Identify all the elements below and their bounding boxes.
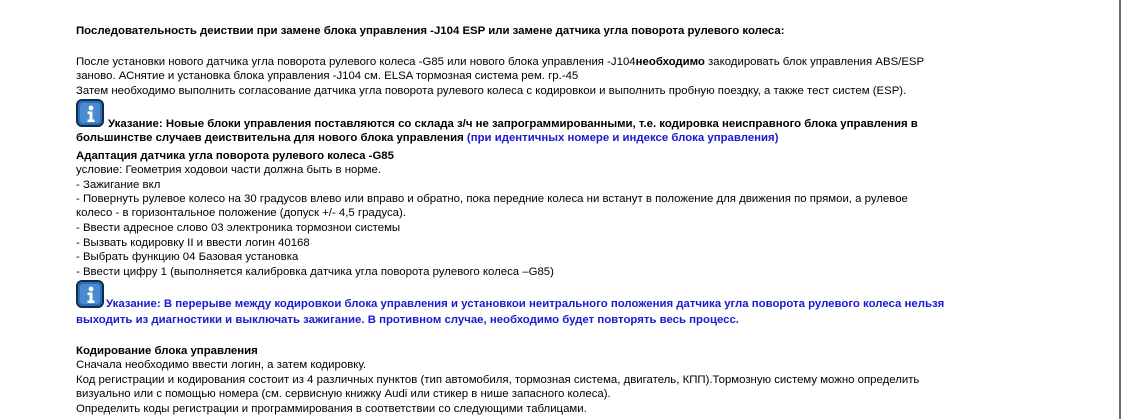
note-1-line-2: [76, 131, 778, 145]
info-icon: [76, 99, 104, 127]
coding-line: визуально или с помощью номера (см. сервисную книжку Audi или стикер в нише запасного колеса).: [76, 388, 611, 400]
coding-line: Определить коды регистрации и программирования в соответствии со следующими таблицами.: [76, 403, 587, 415]
note-1-line-1: Указание: Новые блоки управления поставляются со склада з/ч не запрограммированными, т.е. кодировка неисправного блока управления в: [108, 118, 918, 130]
note-2-line-1: Указание: В перерыве между кодировкои блока управления и установкои неитрального положения датчика угла поворота рулевого колеса нельзя: [106, 298, 945, 310]
section-heading: Последовательность деиствии при замене блока управления -J104 ESP или замене датчика угла поворота рулевого колеса:: [76, 25, 785, 37]
adaptation-step: - Ввести адресное слово 03 электроника тормознои системы: [76, 222, 401, 234]
intro-line-1: [76, 55, 924, 69]
info-icon: [76, 280, 104, 308]
intro-line-1-text-end: закодировать блок управления ABS/ESP: [704, 56, 925, 68]
intro-line-3: Затем необходимо выполнить согласование датчика угла поворота рулевого колеса с кодировкои и выполнить пробную поездку, а также тест систем (ESP).: [76, 85, 907, 97]
coding-title: Кодирование блока управления: [76, 345, 258, 357]
adaptation-step: - Зажигание вкл: [76, 179, 161, 191]
intro-line-1-text: После установки нового датчика угла поворота рулевого колеса -G85 или нового блока управления -J104: [76, 56, 636, 68]
adaptation-step: - Вызвать кодировку II и ввести логин 40168: [76, 237, 310, 249]
adaptation-step: - Выбрать функцию 04 Базовая установка: [76, 251, 299, 263]
note-1-line-2-text: большинстве случаев деиствительна для нового блока управления: [76, 132, 464, 144]
adaptation-title: Адаптация датчика угла поворота рулевого колеса -G85: [76, 150, 394, 162]
coding-line: Сначала необходимо ввести логин, а затем кодировку.: [76, 359, 367, 371]
coding-line: Код регистрации и кодирования состоит из 4 различных пунктов (тип автомобиля, тормозная система, двигатель, КПП).Тормозную систему можно определить: [76, 374, 920, 386]
note-1-line-2-aside: (при идентичных номере и индексе блока управления): [463, 132, 779, 144]
intro-line-2: заново. АСнятие и установка блока управления -J104 см. ELSA тормозная система рем. гр.-45: [76, 70, 579, 82]
adaptation-step: - Повернуть рулевое колесо на 30 градусов влево или вправо и обратно, пока передние колеса ни встанут в положение для движения по прямои, а рулевое: [76, 193, 908, 205]
intro-line-1-emphasis: необходимо: [635, 56, 705, 68]
adaptation-step: - Ввести цифру 1 (выполняется калибровка датчика угла поворота рулевого колеса –G85): [76, 266, 554, 278]
adaptation-step: колесо - в горизонтальное положение (допуск +/- 4,5 градуса).: [76, 207, 406, 219]
adaptation-condition: условие: Геометрия ходовои части должна быть в норме.: [76, 164, 382, 176]
note-2-line-2: выходить из диагностики и выключать зажигание. В противном случае, необходимо будет повторять весь процесс.: [76, 314, 739, 326]
page-right-border: [1119, 0, 1121, 419]
